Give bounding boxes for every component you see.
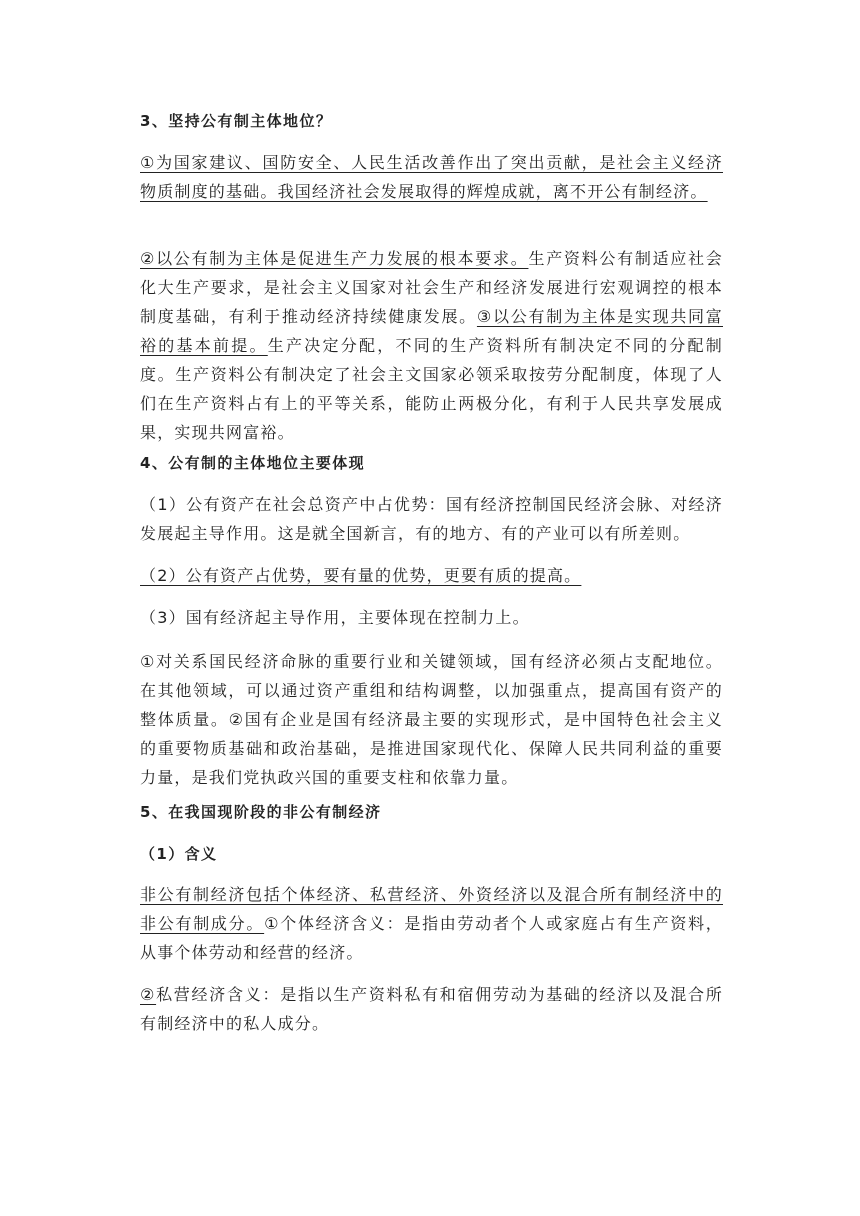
underlined-text: ①为国家建议、国防安全、人民生活改善作出了突出贡献，是社会主义经济物质制度的基础。我国经济社会发展取得的辉煌成就，离不开公有制经济。 [140,153,723,201]
section-5-definition [140,880,723,967]
section-5-private-economy [140,980,723,1038]
section-3-point-1 [140,148,723,206]
section-4-heading: 4、公有制的主体地位主要体现 [140,454,366,472]
section-5-subheading: （1）含义 [140,845,218,863]
section-4-item-2 [140,561,723,590]
section-4-detail: ①对关系国民经济命脉的重要行业和关键领域，国有经济必须占支配地位。在其他领域，可以通过资产重组和结构调整，以加强重点，提高国有资产的整体质量。②国有企业是国有经济最主要的实现形式，是中国特色社会主义的重要物质基础和政治基础，是推进国家现代化、保障人民共同利益的重要力量，是我们党执政兴国的重要支柱和依靠力量。 [140,652,723,787]
underlined-text: ② [140,985,157,1004]
section-3-heading: 3、坚持公有制主体地位？ [140,112,333,130]
underlined-text: ②以公有制为主体是促进生产力发展的根本要求。 [140,249,529,268]
section-4-item-1: （1）公有资产在社会总资产中占优势：国有经济控制国民经济会脉、对经济发展起主导作用。这是就全国新言，有的地方、有的产业可以有所差则。 [140,495,723,543]
section-4-item-3: （3）国有经济起主导作用，主要体现在控制力上。 [140,608,530,627]
underlined-text: 非公有制经济包括个体经济、私营经济、外资经济以及混合所有制经济中的非公有制成分。 [140,885,723,933]
underlined-text: （2）公有资产占优势，要有量的优势，更要有质的提高。 [140,566,582,585]
section-5-heading: 5、在我国现阶段的非公有制经济 [140,803,382,821]
body-text: 生产决定分配，不同的生产资料所有制决定不同的分配制度。生产资料公有制决定了社会主文国家必领采取按劳分配制度，体现了人们在生产资料占有上的平等关系，能防止两极分化，有利于人民共享发展成果，实现共网富裕。 [140,336,723,442]
body-text: 生产资料公有制适应社会化大生产要求，是社会主义国家对社会生产和经济发展进行宏观调控的根本制度基础，有利于推动经济持续健康发展。 [140,249,723,326]
body-text: 私营经济含义：是指以生产资料私有和宿佣劳动为基础的经济以及混合所有制经济中的私人成分。 [140,985,723,1033]
underlined-text: ③以公有制为主体是实现共同富裕的基本前提。 [140,307,723,355]
body-text: ①个体经济含义：是指由劳动者个人或家庭占有生产资料，从事个体劳动和经营的经济。 [140,914,724,962]
section-3-points-2-3 [140,244,723,447]
